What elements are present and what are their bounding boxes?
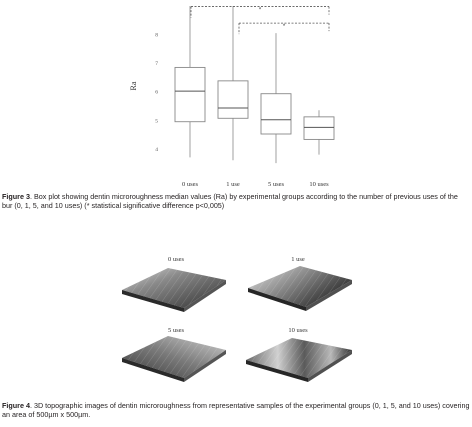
topography-panel-0-uses: [122, 256, 226, 312]
box-0-uses: [175, 67, 205, 121]
figure-3-caption-label: Figure 3: [2, 192, 30, 201]
figure-3-caption-text: . Box plot showing dentin microroughness median values (Ra) by experimental groups according to the number of previous uses of the bur (0, 1, 5, and 10 uses) (* statistical significative difference p<0,005): [2, 192, 458, 211]
panel-label-10-uses: 10 uses: [288, 327, 308, 334]
figure-3-caption: [2, 192, 470, 210]
significance-star: *: [282, 24, 286, 31]
x-tick-label-10-uses: 10 uses: [309, 181, 329, 188]
significance-star: *: [258, 7, 262, 14]
x-tick-label-5-uses: 5 uses: [267, 181, 285, 188]
panel-label-5-uses: 5 uses: [167, 327, 185, 334]
figure-4-caption-label: Figure 4: [2, 401, 30, 410]
box-1-use: [218, 81, 248, 118]
box-5-uses: [261, 94, 291, 134]
figure-3-boxplot: [0, 0, 472, 190]
figure-4-caption: [2, 401, 470, 419]
topography-panel-5-uses: [122, 327, 226, 382]
y-axis-label: Ra: [129, 81, 138, 91]
box-10-uses: [304, 117, 334, 140]
x-tick-label-0-uses: 0 uses: [181, 181, 199, 188]
figure-4-topographies: [0, 250, 472, 400]
panel-label-0-uses: 0 uses: [167, 256, 185, 263]
x-tick-label-1-use: 1 use: [226, 181, 240, 188]
y-tick-label: 4: [155, 146, 158, 153]
y-tick-label: 7: [155, 61, 158, 68]
topography-panel-1-use: [248, 256, 352, 311]
topography-panel-10-uses: [246, 327, 352, 382]
y-tick-label: 8: [155, 32, 158, 39]
panel-label-1-use: 1 use: [291, 256, 305, 263]
y-tick-label: 5: [155, 118, 158, 125]
figure-4-caption-text: . 3D topographic images of dentin microroughness from representative samples of the experimental groups (0, 1, 5, and 10 uses) covering an area of 500µm x 500µm.: [2, 401, 470, 420]
y-tick-label: 6: [155, 89, 158, 96]
boxplot-svg: [0, 0, 472, 190]
